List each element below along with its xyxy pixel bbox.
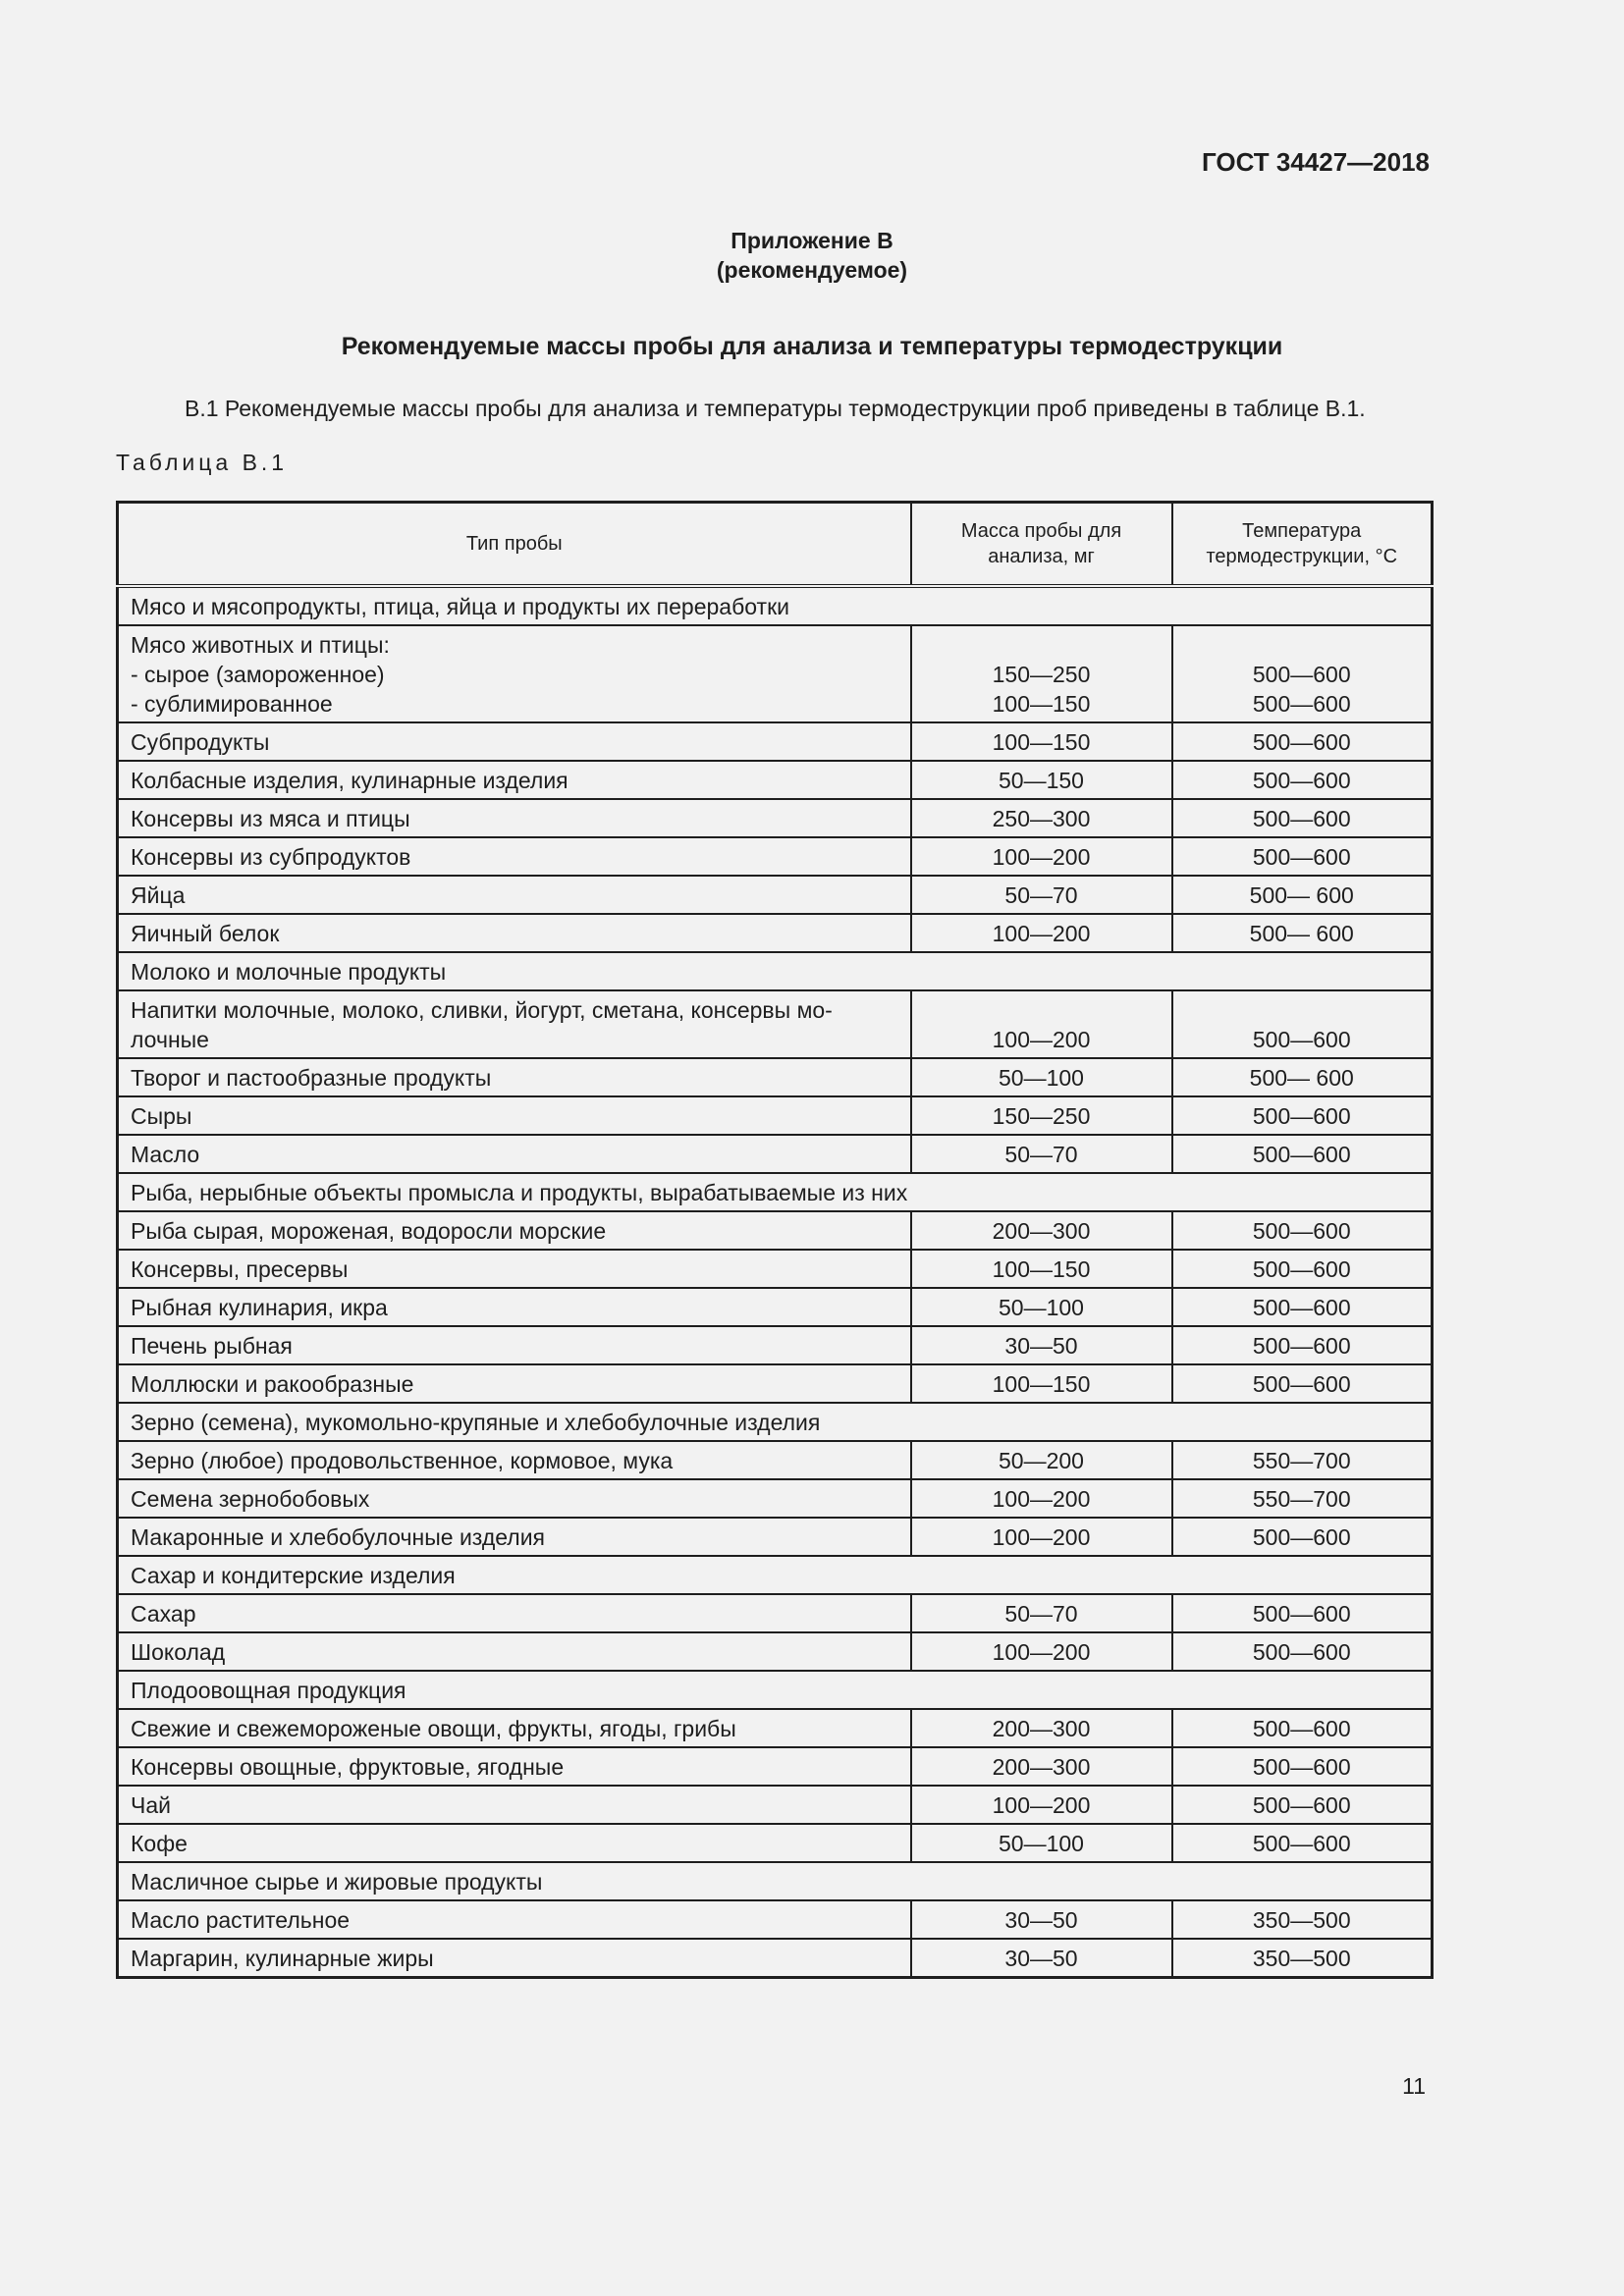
sample-temperature-line: 500—600	[1252, 662, 1351, 687]
sample-mass: 30—50	[911, 1939, 1172, 1978]
sample-temperature: 350—500	[1172, 1900, 1433, 1939]
sample-mass: 200—300	[911, 1709, 1172, 1747]
table-header-row	[118, 503, 1433, 587]
sample-type: Моллюски и ракообразные	[118, 1364, 911, 1403]
sample-type: Сыры	[118, 1096, 911, 1135]
sample-temperature: 500—600	[1172, 761, 1433, 799]
sample-temperature: 500—600	[1172, 1096, 1433, 1135]
table-row	[118, 1211, 1433, 1250]
sample-temperature: 500—600	[1172, 837, 1433, 876]
intro-paragraph: В.1 Рекомендуемые массы пробы для анализа и температуры термодеструкции проб приведены в таблице В.1.	[185, 396, 1366, 421]
group-row	[118, 586, 1433, 625]
header-mass	[911, 503, 1172, 587]
sample-type: Рыба сырая, мороженая, водоросли морские	[118, 1211, 911, 1250]
table-row	[118, 1441, 1433, 1479]
header-mass-line2: анализа, мг	[988, 546, 1095, 567]
annex-title: Приложение В	[731, 228, 893, 253]
sample-temperature: 500—600	[1172, 1135, 1433, 1173]
header-temp-line2: термодеструкции, °С	[1206, 546, 1398, 567]
sample-type	[118, 990, 911, 1058]
page-number: 11	[1402, 2073, 1426, 2099]
sample-type: Маргарин, кулинарные жиры	[118, 1939, 911, 1978]
table-row	[118, 914, 1433, 952]
sample-temperature: 500—600	[1172, 722, 1433, 761]
sample-mass: 50—70	[911, 1594, 1172, 1632]
sample-temperature: 500—600	[1172, 1709, 1433, 1747]
table-row	[118, 1632, 1433, 1671]
sample-temperature-line: 500—600	[1252, 691, 1351, 717]
sample-temperature	[1172, 990, 1433, 1058]
sample-type: Семена зернобобовых	[118, 1479, 911, 1518]
table-row	[118, 990, 1433, 1058]
sample-temperature: 500—600	[1172, 1824, 1433, 1862]
sample-type: Макаронные и хлебобулочные изделия	[118, 1518, 911, 1556]
sample-mass: 100—200	[911, 1518, 1172, 1556]
table-row	[118, 1326, 1433, 1364]
sample-mass: 100—150	[911, 722, 1172, 761]
sample-temperature: 500—600	[1172, 1518, 1433, 1556]
group-row	[118, 1862, 1433, 1900]
sample-temperature: 350—500	[1172, 1939, 1433, 1978]
annex-status: (рекомендуемое)	[716, 257, 908, 283]
table-row	[118, 761, 1433, 799]
standard-code: ГОСТ 34427—2018	[1202, 147, 1430, 177]
sample-mass: 100—200	[911, 914, 1172, 952]
sample-type-line: лочные	[131, 1027, 209, 1052]
table-body	[118, 586, 1433, 1978]
table-row	[118, 837, 1433, 876]
sample-temperature: 500—600	[1172, 1632, 1433, 1671]
header-type: Тип пробы	[118, 503, 911, 587]
sample-mass: 200—300	[911, 1747, 1172, 1786]
sample-mass: 200—300	[911, 1211, 1172, 1250]
table-row	[118, 1096, 1433, 1135]
sample-mass: 100—200	[911, 1632, 1172, 1671]
table-row	[118, 1786, 1433, 1824]
sample-mass-line: 100—150	[992, 691, 1091, 717]
sample-type: Чай	[118, 1786, 911, 1824]
sample-type: Консервы, пресервы	[118, 1250, 911, 1288]
sample-temperature: 500— 600	[1172, 1058, 1433, 1096]
group-title: Сахар и кондитерские изделия	[118, 1556, 1433, 1594]
sample-temperature: 500—600	[1172, 1326, 1433, 1364]
sample-mass: 100—150	[911, 1250, 1172, 1288]
sample-mass	[911, 625, 1172, 722]
sample-type-line: Мясо животных и птицы:	[131, 632, 390, 658]
section-title: Рекомендуемые массы пробы для анализа и температуры термодеструкции	[341, 333, 1283, 360]
sample-mass: 100—200	[911, 1479, 1172, 1518]
sample-mass: 50—70	[911, 876, 1172, 914]
table-row	[118, 876, 1433, 914]
sample-type: Масло растительное	[118, 1900, 911, 1939]
group-row	[118, 952, 1433, 990]
sample-temperature	[1172, 625, 1433, 722]
sample-type: Колбасные изделия, кулинарные изделия	[118, 761, 911, 799]
sample-temperature: 500—600	[1172, 799, 1433, 837]
sample-mass-line: 100—200	[992, 1027, 1091, 1052]
group-row	[118, 1556, 1433, 1594]
sample-mass-line: 150—250	[992, 662, 1091, 687]
table-row	[118, 625, 1433, 722]
group-title: Масличное сырье и жировые продукты	[118, 1862, 1433, 1900]
sample-mass	[911, 990, 1172, 1058]
sample-type: Консервы из субпродуктов	[118, 837, 911, 876]
table-row	[118, 799, 1433, 837]
sample-mass: 50—200	[911, 1441, 1172, 1479]
group-row	[118, 1671, 1433, 1709]
sample-type: Зерно (любое) продовольственное, кормовое, мука	[118, 1441, 911, 1479]
sample-temperature: 500— 600	[1172, 876, 1433, 914]
sample-type: Рыбная кулинария, икра	[118, 1288, 911, 1326]
table-caption: Таблица В.1	[116, 450, 289, 475]
table-row	[118, 1900, 1433, 1939]
header-temp	[1172, 503, 1433, 587]
sample-type	[118, 625, 911, 722]
sample-type: Кофе	[118, 1824, 911, 1862]
sample-temperature: 500—600	[1172, 1594, 1433, 1632]
table-row	[118, 1594, 1433, 1632]
sample-temperature: 500— 600	[1172, 914, 1433, 952]
header-temp-line1: Температура	[1242, 520, 1362, 542]
table-row	[118, 722, 1433, 761]
sample-type: Консервы овощные, фруктовые, ягодные	[118, 1747, 911, 1786]
sample-mass: 30—50	[911, 1900, 1172, 1939]
sample-temperature: 500—600	[1172, 1364, 1433, 1403]
group-title: Мясо и мясопродукты, птица, яйца и продукты их переработки	[118, 586, 1433, 625]
annex-heading	[0, 226, 1624, 285]
sample-type: Консервы из мяса и птицы	[118, 799, 911, 837]
table-row	[118, 1939, 1433, 1978]
sample-type: Сахар	[118, 1594, 911, 1632]
sample-temperature: 500—600	[1172, 1747, 1433, 1786]
sample-temperature: 500—600	[1172, 1250, 1433, 1288]
sample-type-line: Напитки молочные, молоко, сливки, йогурт, сметана, консервы мо-	[131, 997, 833, 1023]
group-title: Плодоовощная продукция	[118, 1671, 1433, 1709]
sample-mass: 50—100	[911, 1824, 1172, 1862]
table-row	[118, 1250, 1433, 1288]
group-row	[118, 1403, 1433, 1441]
table-row	[118, 1058, 1433, 1096]
sample-type: Яйца	[118, 876, 911, 914]
group-title: Молоко и молочные продукты	[118, 952, 1433, 990]
sample-mass: 100—200	[911, 837, 1172, 876]
recommendations-table	[116, 501, 1434, 1979]
table-row	[118, 1824, 1433, 1862]
table-row	[118, 1288, 1433, 1326]
sample-temperature: 500—600	[1172, 1211, 1433, 1250]
table-row	[118, 1135, 1433, 1173]
sample-type-line: - сырое (замороженное)	[131, 662, 385, 687]
sample-mass: 250—300	[911, 799, 1172, 837]
sample-temperature: 550—700	[1172, 1479, 1433, 1518]
group-row	[118, 1173, 1433, 1211]
table-row	[118, 1709, 1433, 1747]
sample-type: Масло	[118, 1135, 911, 1173]
sample-type: Субпродукты	[118, 722, 911, 761]
sample-type: Свежие и свежемороженые овощи, фрукты, ягоды, грибы	[118, 1709, 911, 1747]
sample-temperature: 500—600	[1172, 1288, 1433, 1326]
table-row	[118, 1364, 1433, 1403]
sample-type: Печень рыбная	[118, 1326, 911, 1364]
sample-temperature-line: 500—600	[1252, 1027, 1351, 1052]
sample-mass: 50—150	[911, 761, 1172, 799]
sample-mass: 30—50	[911, 1326, 1172, 1364]
sample-temperature: 550—700	[1172, 1441, 1433, 1479]
sample-mass: 50—100	[911, 1288, 1172, 1326]
sample-type: Творог и пастообразные продукты	[118, 1058, 911, 1096]
sample-type-line: - сублимированное	[131, 691, 333, 717]
header-mass-line1: Масса пробы для	[960, 520, 1122, 542]
sample-type: Шоколад	[118, 1632, 911, 1671]
sample-mass: 50—70	[911, 1135, 1172, 1173]
sample-type: Яичный белок	[118, 914, 911, 952]
group-title: Зерно (семена), мукомольно-крупяные и хлебобулочные изделия	[118, 1403, 1433, 1441]
table-row	[118, 1479, 1433, 1518]
sample-temperature: 500—600	[1172, 1786, 1433, 1824]
sample-mass: 100—150	[911, 1364, 1172, 1403]
table-row	[118, 1518, 1433, 1556]
sample-mass: 100—200	[911, 1786, 1172, 1824]
sample-mass: 50—100	[911, 1058, 1172, 1096]
sample-mass: 150—250	[911, 1096, 1172, 1135]
table-row	[118, 1747, 1433, 1786]
group-title: Рыба, нерыбные объекты промысла и продукты, вырабатываемые из них	[118, 1173, 1433, 1211]
